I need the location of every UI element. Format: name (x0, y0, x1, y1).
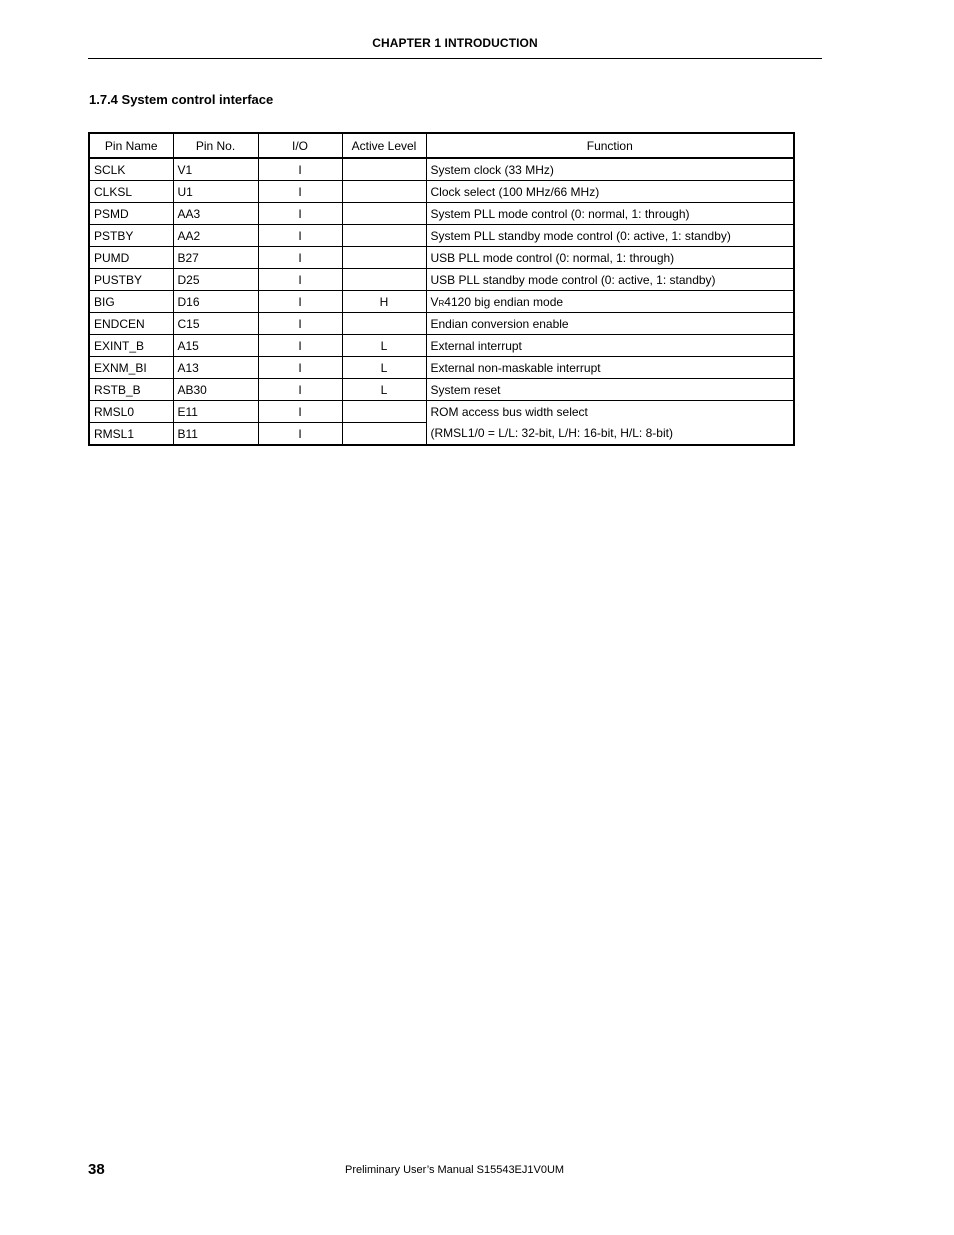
pin-function: USB PLL standby mode control (0: active, 1: standby) (426, 269, 794, 291)
pin-name: EXINT_B (89, 335, 173, 357)
pin-active-level (342, 401, 426, 423)
pin-name: PSTBY (89, 225, 173, 247)
pin-io: I (258, 225, 342, 247)
column-header-active-level: Active Level (342, 133, 426, 158)
pin-no: AA2 (173, 225, 258, 247)
pin-active-level (342, 158, 426, 181)
pin-no: U1 (173, 181, 258, 203)
pin-io: I (258, 181, 342, 203)
pin-no: V1 (173, 158, 258, 181)
table-row (89, 291, 794, 313)
pin-no: A13 (173, 357, 258, 379)
pin-active-level (342, 269, 426, 291)
pin-io: I (258, 379, 342, 401)
pin-name: EXNM_BI (89, 357, 173, 379)
pin-name: PUMD (89, 247, 173, 269)
table-row (89, 247, 794, 269)
pin-name: RMSL0 (89, 401, 173, 423)
pin-active-level: L (342, 357, 426, 379)
pin-io: I (258, 247, 342, 269)
pin-name: BIG (89, 291, 173, 313)
table-row (89, 203, 794, 225)
table-header-row (89, 133, 794, 158)
section-title: 1.7.4 System control interface (89, 92, 274, 107)
pin-function: Endian conversion enable (426, 313, 794, 335)
manual-title: Preliminary User’s Manual S15543EJ1V0UM (345, 1164, 565, 1176)
chapter-header: CHAPTER 1 INTRODUCTION (372, 36, 538, 50)
pin-active-level: L (342, 335, 426, 357)
pin-no: AA3 (173, 203, 258, 225)
pin-function: External interrupt (426, 335, 794, 357)
table-row (89, 357, 794, 379)
pin-name: ENDCEN (89, 313, 173, 335)
table-row (89, 379, 794, 401)
system-control-pin-table (88, 132, 795, 446)
pin-io: I (258, 269, 342, 291)
pin-name: RMSL1 (89, 423, 173, 446)
pin-name: RSTB_B (89, 379, 173, 401)
column-header-pin-no: Pin No. (173, 133, 258, 158)
pin-io: I (258, 357, 342, 379)
pin-function: System PLL mode control (0: normal, 1: through) (426, 203, 794, 225)
pin-function: System clock (33 MHz) (426, 158, 794, 181)
pin-no: D25 (173, 269, 258, 291)
column-header-io: I/O (258, 133, 342, 158)
pin-active-level (342, 203, 426, 225)
table-row (89, 269, 794, 291)
pin-active-level: H (342, 291, 426, 313)
function-prefix: V (430, 294, 439, 309)
pin-name: PSMD (89, 203, 173, 225)
table-row (89, 181, 794, 203)
pin-no: B27 (173, 247, 258, 269)
pin-no: D16 (173, 291, 258, 313)
pin-io: I (258, 158, 342, 181)
pin-active-level: L (342, 379, 426, 401)
pin-io: I (258, 313, 342, 335)
page-number: 38 (88, 1161, 105, 1178)
column-header-pin-name: Pin Name (89, 133, 173, 158)
pin-io: I (258, 203, 342, 225)
pin-no: E11 (173, 401, 258, 423)
table-row (89, 225, 794, 247)
function-subscript: R (438, 298, 445, 308)
pin-function: ROM access bus width select (426, 401, 794, 423)
pin-no: C15 (173, 313, 258, 335)
pin-no: B11 (173, 423, 258, 446)
pin-io: I (258, 291, 342, 313)
table-row (89, 335, 794, 357)
pin-function: External non-maskable interrupt (426, 357, 794, 379)
pin-function: System PLL standby mode control (0: active, 1: standby) (426, 225, 794, 247)
pin-function: USB PLL mode control (0: normal, 1: through) (426, 247, 794, 269)
pin-io: I (258, 423, 342, 446)
pin-active-level (342, 225, 426, 247)
table-row (89, 158, 794, 181)
function-text: 4120 big endian mode (444, 294, 564, 309)
pin-no: A15 (173, 335, 258, 357)
pin-active-level (342, 181, 426, 203)
column-header-function: Function (426, 133, 794, 158)
pin-active-level (342, 247, 426, 269)
pin-name: SCLK (89, 158, 173, 181)
pin-active-level (342, 423, 426, 446)
pin-function: Clock select (100 MHz/66 MHz) (426, 181, 794, 203)
pin-no: AB30 (173, 379, 258, 401)
pin-active-level (342, 313, 426, 335)
table-row (89, 423, 794, 446)
pin-function (426, 291, 794, 313)
pin-name: PUSTBY (89, 269, 173, 291)
header-rule (88, 58, 822, 59)
pin-name: CLKSL (89, 181, 173, 203)
pin-io: I (258, 401, 342, 423)
pin-function: (RMSL1/0 = L/L: 32-bit, L/H: 16-bit, H/L: 8-bit) (426, 423, 794, 446)
table-row (89, 401, 794, 423)
pin-io: I (258, 335, 342, 357)
table-row (89, 313, 794, 335)
pin-function: System reset (426, 379, 794, 401)
